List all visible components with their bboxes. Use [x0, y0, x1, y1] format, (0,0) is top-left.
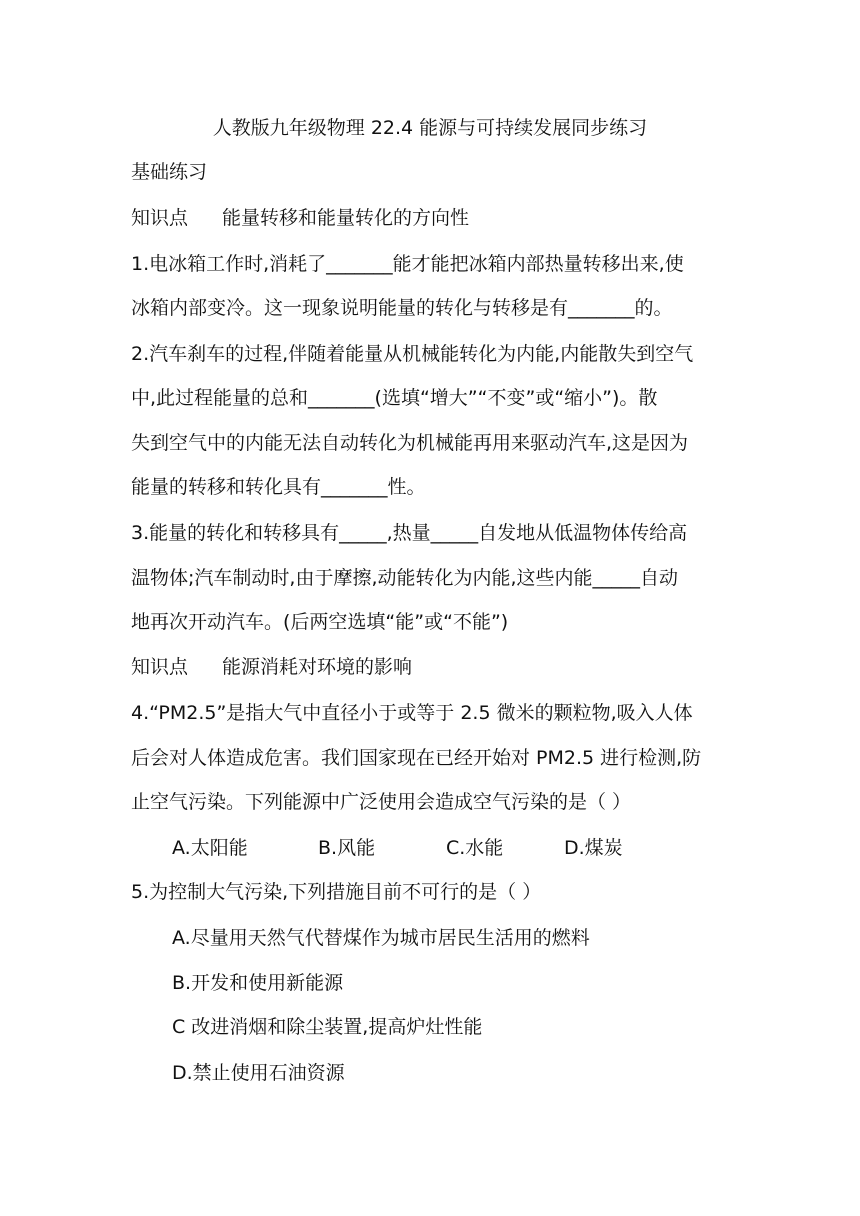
page-title: 人教版九年级物理 22.4 能源与可持续发展同步练习 [212, 117, 648, 139]
question-1-line-2: 冰箱内部变冷。这一现象说明能量的转化与转移是有_______的。 [131, 297, 673, 319]
question-5-option-a: A.尽量用天然气代替煤作为城市居民生活用的燃料 [172, 927, 590, 949]
knowledge-point-2 [131, 655, 760, 679]
question-4-options [172, 836, 760, 860]
question-5-option-c: C 改进消烟和除尘装置,提高炉灶性能 [172, 1016, 483, 1038]
knowledge-point-text: 能量转移和能量转化的方向性 [222, 207, 470, 229]
knowledge-point-label: 知识点 [131, 207, 189, 229]
question-2-line-2: 中,此过程能量的总和_______(选填“增大”“不变”或“缩小”)。散 [131, 387, 658, 409]
section-heading: 基础练习 [131, 161, 208, 183]
question-3-line-2: 温物体;汽车制动时,由于摩擦,动能转化为内能,这些内能_____自动 [131, 567, 679, 589]
knowledge-point-1 [131, 206, 760, 230]
question-1-line-1: 1.电冰箱工作时,消耗了_______能才能把冰箱内部热量转移出来,使 [131, 253, 684, 275]
option-a: A.太阳能 [172, 837, 248, 859]
knowledge-point-label: 知识点 [131, 656, 189, 678]
option-c: C.水能 [446, 837, 504, 859]
question-4-line-1: 4.“PM2.5”是指大气中直径小于或等于 2.5 微米的颗粒物,吸入人体 [131, 702, 693, 724]
question-3-line-1: 3.能量的转化和转移具有_____,热量_____自发地从低温物体传给高 [131, 522, 688, 544]
question-5-option-d: D.禁止使用石油资源 [172, 1062, 345, 1084]
question-2-line-3: 失到空气中的内能无法自动转化为机械能再用来驱动汽车,这是因为 [131, 432, 689, 454]
question-3-line-3: 地再次开动汽车。(后两空选填“能”或“不能”) [131, 611, 509, 633]
question-5-stem: 5.为控制大气污染,下列措施目前不可行的是（ ） [131, 881, 542, 903]
question-4-line-3: 止空气污染。下列能源中广泛使用会造成空气污染的是（ ） [131, 791, 632, 813]
option-b: B.风能 [318, 837, 376, 859]
knowledge-point-text: 能源消耗对环境的影响 [222, 656, 413, 678]
option-d: D.煤炭 [564, 837, 623, 859]
question-2-line-1: 2.汽车刹车的过程,伴随着能量从机械能转化为内能,内能散失到空气 [131, 343, 694, 365]
question-5-option-b: B.开发和使用新能源 [172, 972, 344, 994]
question-4-line-2: 后会对人体造成危害。我们国家现在已经开始对 PM2.5 进行检测,防 [131, 747, 702, 769]
question-2-line-4: 能量的转移和转化具有_______性。 [131, 476, 426, 498]
